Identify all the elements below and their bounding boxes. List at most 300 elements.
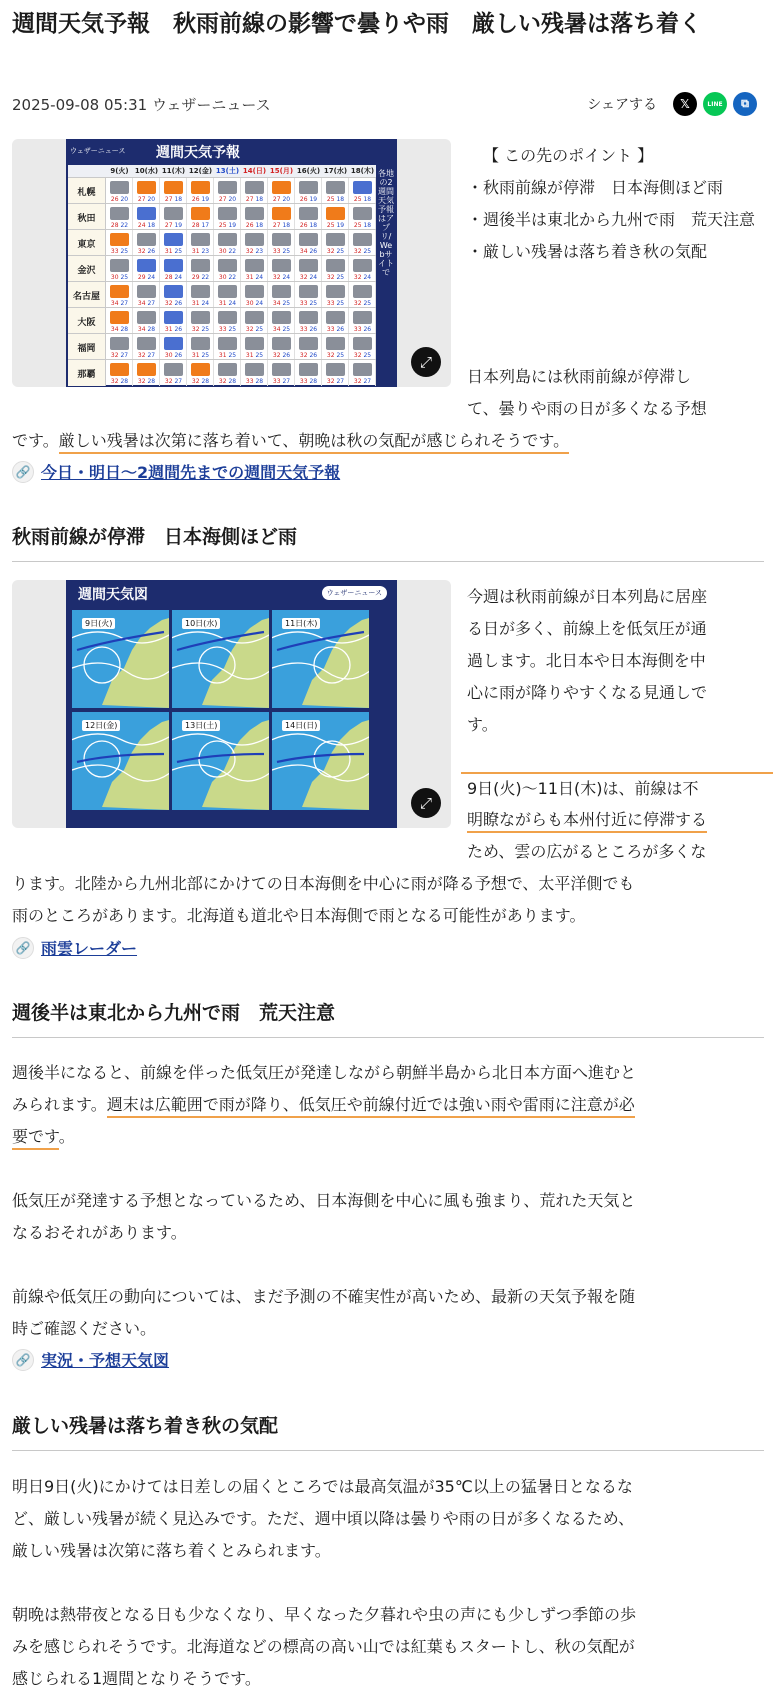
forecast-temp: 26 19 [299, 196, 318, 203]
forecast-temp: 32 25 [353, 300, 372, 307]
cloud-icon [110, 181, 129, 194]
weather-map-panel-label: 14日(日) [282, 720, 320, 731]
forecast-temp: 33 25 [299, 300, 318, 307]
forecast-city-name: 那覇 [68, 360, 106, 386]
cloud-icon [218, 181, 237, 194]
forecast-date: 15(月) [269, 167, 294, 175]
forecast-date-spacer [68, 165, 106, 177]
forecast-header [66, 139, 397, 166]
cloud-icon [191, 311, 210, 324]
cloud-icon [191, 337, 210, 350]
forecast-cell [106, 230, 133, 256]
forecast-temp: 26 18 [245, 222, 264, 229]
cloud-icon [326, 337, 345, 350]
forecast-temp: 32 25 [191, 326, 210, 333]
forecast-cell [160, 360, 187, 386]
cloud-icon [353, 207, 372, 220]
forecast-cell [106, 308, 133, 334]
cloud-icon [326, 259, 345, 272]
forecast-cell [349, 178, 376, 204]
forecast-temp: 33 26 [299, 326, 318, 333]
section2-heading: 週後半は東北から九州で雨 荒天注意 [12, 998, 764, 1038]
line-share-icon[interactable]: LINE [703, 92, 727, 116]
cloud-icon [218, 259, 237, 272]
forecast-temp: 30 26 [164, 352, 183, 359]
section2-p2-line-2: なるおそれがあります。 [12, 1223, 187, 1242]
weather-map-panel-label: 12日(金) [82, 720, 120, 731]
cloud-icon [110, 207, 129, 220]
forecast-cell [241, 282, 268, 308]
forecast-cell [241, 308, 268, 334]
weather-map-title: 週間天気図 [78, 587, 148, 603]
forecast-city-name: 福岡 [68, 334, 106, 360]
cloud-icon [110, 259, 129, 272]
forecast-temp: 31 25 [191, 352, 210, 359]
forecast-date: 10(水) [134, 167, 159, 175]
forecast-temp: 32 25 [353, 352, 372, 359]
forecast-temp: 32 26 [272, 352, 291, 359]
forecast-cell [214, 230, 241, 256]
cloud-icon [164, 207, 183, 220]
forecast-cell [214, 308, 241, 334]
cloud-icon [272, 363, 291, 376]
weather-map-panel-label: 11日(木) [282, 618, 320, 629]
cloud-icon [353, 233, 372, 246]
section1-line-10: 雨のところがあります。北海道も道北や日本海側で雨となる可能性があります。 [12, 906, 586, 925]
forecast-cell [268, 230, 295, 256]
forecast-cell [160, 178, 187, 204]
share-bar [587, 92, 757, 116]
cloud-icon [353, 311, 372, 324]
forecast-cell [133, 204, 160, 230]
forecast-date-row [68, 165, 376, 177]
forecast-temp: 34 25 [272, 300, 291, 307]
forecast-cell [214, 204, 241, 230]
cloud-icon [245, 181, 264, 194]
forecast-temp: 32 28 [218, 378, 237, 385]
forecast-temp: 33 25 [218, 326, 237, 333]
forecast-temp: 27 20 [137, 196, 156, 203]
cloud-icon [245, 285, 264, 298]
forecast-cell [133, 308, 160, 334]
weather-map-panel-label: 13日(土) [182, 720, 220, 731]
forecast-cell [160, 256, 187, 282]
forecast-cell [187, 256, 214, 282]
sun-icon [110, 233, 129, 246]
forecast-cell [241, 360, 268, 386]
forecast-cell [106, 204, 133, 230]
rain-icon [164, 259, 183, 272]
cloud-icon [299, 311, 318, 324]
forecast-cell [133, 360, 160, 386]
cloud-icon [137, 285, 156, 298]
forecast-city-name: 大阪 [68, 308, 106, 334]
forecast-cell [349, 360, 376, 386]
forecast-temp: 32 27 [164, 378, 183, 385]
forecast-temp: 25 18 [353, 196, 372, 203]
cloud-icon [191, 233, 210, 246]
forecast-cell [214, 360, 241, 386]
section2-p1-line-3: 要です。 [12, 1121, 75, 1153]
sun-icon [326, 207, 345, 220]
forecast-temp: 26 20 [110, 196, 129, 203]
forecast-cell [349, 308, 376, 334]
article-meta [12, 94, 271, 115]
cloud-icon [191, 285, 210, 298]
forecast-brand: ウェザーニュース [70, 147, 126, 155]
forecast-cell [187, 204, 214, 230]
cloud-icon [299, 259, 318, 272]
sun-icon [110, 285, 129, 298]
forecast-cell [268, 256, 295, 282]
sun-icon [137, 363, 156, 376]
rain-icon [137, 259, 156, 272]
weather-map-image[interactable] [12, 580, 451, 828]
cloud-icon [218, 207, 237, 220]
cloud-icon [272, 311, 291, 324]
link-icon: 🔗 [12, 1349, 34, 1371]
forecast-cell [106, 178, 133, 204]
forecast-city-row [68, 281, 376, 307]
radar-link[interactable] [12, 936, 137, 959]
forecast-cell [160, 334, 187, 360]
forecast-cell [106, 256, 133, 282]
forecast-temp: 31 24 [218, 300, 237, 307]
forecast-cell [133, 230, 160, 256]
forecast-date: 13(土) [215, 167, 240, 175]
section2-p1-line-2: みられます。週末は広範囲で雨が降り、低気圧や前線付近では強い雨や雷雨に注意が必 [12, 1089, 635, 1121]
forecast-cell [295, 178, 322, 204]
section1-line-2: る日が多く、前線上を低気圧が通 [467, 619, 707, 638]
article-datetime: 2025-09-08 05:31 [12, 96, 148, 114]
forecast-date: 11(木) [161, 167, 186, 175]
cloud-icon [137, 311, 156, 324]
cloud-icon [218, 337, 237, 350]
cloud-icon [326, 233, 345, 246]
weather-map-panel [72, 712, 169, 810]
forecast-temp: 32 25 [326, 248, 345, 255]
forecast-cell [160, 204, 187, 230]
forecast-city-row [68, 255, 376, 281]
forecast-cell [268, 204, 295, 230]
forecast-date: 17(水) [323, 167, 348, 175]
weather-map-header [66, 580, 397, 606]
rain-icon [164, 311, 183, 324]
forecast-temp: 32 23 [245, 248, 264, 255]
forecast-temp: 28 22 [110, 222, 129, 229]
rain-icon [164, 285, 183, 298]
forecast-cell [214, 282, 241, 308]
forecast-cell [106, 282, 133, 308]
intro-line-1: 日本列島には秋雨前線が停滞し [467, 367, 692, 386]
forecast-temp: 32 26 [137, 248, 156, 255]
forecast-city-row [68, 359, 376, 385]
forecast-cell [214, 334, 241, 360]
forecast-image[interactable] [12, 139, 451, 387]
forecast-cell [268, 308, 295, 334]
sun-icon [137, 181, 156, 194]
weather-map [66, 580, 397, 828]
x-share-icon[interactable]: 𝕏 [673, 92, 697, 116]
forecast-cell [241, 256, 268, 282]
expand-icon[interactable]: ⤢ [411, 347, 441, 377]
forecast-cell [160, 308, 187, 334]
forecast-temp: 27 19 [164, 222, 183, 229]
cloud-icon [326, 285, 345, 298]
forecast-cell [295, 282, 322, 308]
cloud-icon [272, 259, 291, 272]
section2-p2-line-1: 低気圧が発達する予想となっているため、日本海側を中心に風も強まり、荒れた天気と [12, 1191, 636, 1210]
forecast-cell [241, 178, 268, 204]
cloud-icon [326, 363, 345, 376]
forecast-city-name: 東京 [68, 230, 106, 256]
forecast-temp: 32 25 [353, 248, 372, 255]
sun-icon [191, 181, 210, 194]
forecast-temp: 30 24 [245, 300, 264, 307]
forecast-temp: 28 17 [191, 222, 210, 229]
forecast-temp: 29 22 [191, 274, 210, 281]
forecast-cell [295, 204, 322, 230]
forecast-date: 12(金) [188, 167, 213, 175]
forecast-city-row [68, 229, 376, 255]
sun-icon [272, 207, 291, 220]
forecast-temp: 27 18 [245, 196, 264, 203]
section1-heading: 秋雨前線が停滞 日本海側ほど雨 [12, 522, 764, 562]
cloud-icon [299, 285, 318, 298]
forecast-temp: 31 23 [191, 248, 210, 255]
forecast-cell [322, 360, 349, 386]
section1-line-8: ため、雲の広がるところが多くな [467, 842, 707, 861]
forecast-temp: 27 18 [272, 222, 291, 229]
forecast-temp: 32 26 [164, 300, 183, 307]
section3-p2-line-1: 朝晩は熱帯夜となる日も少なくなり、早くなった夕暮れや虫の声にも少しずつ季節の歩 [12, 1605, 637, 1624]
section3-p1-line-1: 明日9日(火)にかけては日差しの届くところでは最高気温が35℃以上の猛暑日となるな [12, 1477, 633, 1496]
forecast-cell [295, 308, 322, 334]
sun-icon [191, 363, 210, 376]
cloud-icon [299, 337, 318, 350]
forecast-cell [187, 230, 214, 256]
forecast-temp: 34 25 [272, 326, 291, 333]
forecast-cell [349, 204, 376, 230]
forecast-cell [133, 282, 160, 308]
cloud-icon [299, 363, 318, 376]
forecast-cell [106, 334, 133, 360]
intro-line-3 [12, 425, 569, 457]
forecast-temp: 25 19 [218, 222, 237, 229]
forecast-temp: 32 26 [299, 352, 318, 359]
cloud-icon [299, 181, 318, 194]
forecast-temp: 31 25 [245, 352, 264, 359]
forecast-temp: 30 22 [218, 274, 237, 281]
forecast-city-row [68, 333, 376, 359]
forecast-date: 16(火) [296, 167, 321, 175]
forecast-temp: 32 27 [353, 378, 372, 385]
forecast-date: 18(木) [350, 167, 375, 175]
forecast-temp: 33 28 [245, 378, 264, 385]
forecast-temp: 25 19 [326, 222, 345, 229]
weather-map-panel [172, 712, 269, 810]
section1-line-9: ります。北陸から九州北部にかけての日本海側を中心に雨が降る予想で、太平洋側でも [12, 874, 635, 893]
intro-plain-text: です。 [12, 431, 59, 450]
cloud-icon [272, 233, 291, 246]
sun-icon [164, 181, 183, 194]
weekly-forecast-link[interactable] [12, 460, 340, 483]
cloud-icon [353, 259, 372, 272]
forecast-cell [106, 360, 133, 386]
intro-line-2: て、曇りや雨の日が多くなる予想 [467, 399, 707, 418]
forecast-temp: 32 25 [245, 326, 264, 333]
forecast-temp: 32 27 [110, 352, 129, 359]
forecast-cell [322, 230, 349, 256]
cloud-icon [353, 285, 372, 298]
forecast-temp: 33 25 [326, 300, 345, 307]
cloud-icon [326, 181, 345, 194]
forecast-temp: 26 18 [299, 222, 318, 229]
forecast-grid [68, 165, 376, 385]
forecast-temp: 27 18 [164, 196, 183, 203]
forecast-temp: 32 28 [137, 378, 156, 385]
weather-chart-link[interactable] [12, 1348, 169, 1371]
forecast-cell [322, 256, 349, 282]
forecast-cell [241, 334, 268, 360]
forecast-title: 週間天気予報 [156, 145, 240, 161]
rain-icon [164, 233, 183, 246]
forecast-cell [268, 282, 295, 308]
forecast-city-row [68, 307, 376, 333]
forecast-cell [187, 178, 214, 204]
forecast-city-row [68, 203, 376, 229]
forecast-temp: 33 27 [272, 378, 291, 385]
forecast-temp: 34 27 [137, 300, 156, 307]
forecast-temp: 32 25 [326, 274, 345, 281]
sun-icon [191, 207, 210, 220]
expand-icon[interactable]: ⤢ [411, 788, 441, 818]
cloud-icon [218, 233, 237, 246]
forecast-cell [322, 204, 349, 230]
section3-p1-line-2: ど、厳しい残暑が続く見込みです。ただ、週中頃以降は曇りや雨の日が多くなるため、 [12, 1509, 635, 1528]
forecast-temp: 34 26 [299, 248, 318, 255]
forecast-temp: 31 25 [164, 248, 183, 255]
rain-icon [164, 337, 183, 350]
cloud-icon [245, 259, 264, 272]
weather-map-brand: ウェザーニュース [322, 586, 387, 600]
weather-map-panel [172, 610, 269, 708]
point-item-1: ・秋雨前線が停滞 日本海側ほど雨 [467, 178, 724, 197]
weather-map-panel [72, 610, 169, 708]
forecast-temp: 31 25 [218, 352, 237, 359]
forecast-cell [268, 334, 295, 360]
cloud-icon [164, 363, 183, 376]
forecast-city-name: 名古屋 [68, 282, 106, 308]
weather-chart-link-text[interactable]: 実況・予想天気図 [41, 1351, 170, 1370]
forecast-temp: 33 26 [353, 326, 372, 333]
weather-map-panel [272, 610, 369, 708]
forecast-date: 14(日) [242, 167, 267, 175]
forecast-cell [349, 334, 376, 360]
forecast-city-name: 秋田 [68, 204, 106, 230]
cloud-icon [218, 311, 237, 324]
forecast-temp: 34 28 [137, 326, 156, 333]
section2-p3-line-1: 前線や低気圧の動向については、まだ予測の不確実性が高いため、最新の天気予報を随 [12, 1287, 636, 1306]
link-icon: 🔗 [12, 461, 34, 483]
forecast-cell [295, 334, 322, 360]
forecast-temp: 32 24 [272, 274, 291, 281]
forecast-cell [322, 282, 349, 308]
forecast-temp: 25 18 [353, 222, 372, 229]
forecast-temp: 33 26 [326, 326, 345, 333]
point-heading: 【 この先のポイント 】 [483, 146, 654, 165]
forecast-temp: 33 25 [110, 248, 129, 255]
forecast-temp: 32 25 [326, 352, 345, 359]
forecast-city-row [68, 177, 376, 203]
weather-map-panel-label: 10日(水) [182, 618, 220, 629]
forecast-city-name: 札幌 [68, 178, 106, 204]
section2-p3-line-2: 時ご確認ください。 [12, 1319, 157, 1338]
forecast-cell [187, 308, 214, 334]
radar-link-text[interactable]: 雨雲レーダー [41, 939, 138, 958]
cloud-icon [245, 207, 264, 220]
forecast-temp: 31 24 [191, 300, 210, 307]
forecast-temp: 31 24 [245, 274, 264, 281]
point-box [467, 140, 767, 268]
forecast-cell [322, 334, 349, 360]
forecast-cell [214, 178, 241, 204]
cloud-icon [245, 233, 264, 246]
section1-line-5: す。 [467, 715, 498, 734]
forecast-temp: 33 25 [272, 248, 291, 255]
forecast-temp: 32 24 [299, 274, 318, 281]
section3-p2-line-2: みを感じられそうです。北海道などの標高の高い山では紅葉もスタートし、秋の気配が [12, 1637, 635, 1656]
forecast-temp: 32 27 [326, 378, 345, 385]
rain-icon [137, 207, 156, 220]
cloud-icon [218, 285, 237, 298]
sun-icon [272, 181, 291, 194]
link-icon: 🔗 [12, 937, 34, 959]
cloud-icon [137, 233, 156, 246]
sun-icon [110, 311, 129, 324]
cloud-icon [353, 337, 372, 350]
forecast-cell [268, 178, 295, 204]
cloud-icon [191, 259, 210, 272]
copy-link-icon[interactable]: ⧉ [733, 92, 757, 116]
forecast-cell [241, 204, 268, 230]
forecast-cell [214, 256, 241, 282]
cloud-icon [137, 337, 156, 350]
forecast-city-name: 金沢 [68, 256, 106, 282]
point-item-3: ・厳しい残暑は落ち着き秋の気配 [467, 242, 708, 261]
forecast-cell [349, 256, 376, 282]
forecast-cell [295, 256, 322, 282]
article-title: 週間天気予報 秋雨前線の影響で曇りや雨 厳しい残暑は落ち着く [12, 11, 702, 37]
forecast-temp: 26 19 [191, 196, 210, 203]
weekly-forecast-link-text[interactable]: 今日・明日〜2週間先までの週間天気予報 [41, 463, 341, 482]
forecast-temp: 34 27 [110, 300, 129, 307]
forecast-cell [322, 308, 349, 334]
article-source: ウェザーニュース [151, 96, 271, 114]
forecast-cell [133, 178, 160, 204]
rain-icon [353, 181, 372, 194]
forecast-cell [295, 230, 322, 256]
cloud-icon [218, 363, 237, 376]
cloud-icon [272, 285, 291, 298]
forecast-cell [322, 178, 349, 204]
weather-map-panel [272, 712, 369, 810]
forecast-date: 9(火) [110, 167, 129, 175]
forecast-cell [160, 282, 187, 308]
forecast-cell [349, 230, 376, 256]
forecast-temp: 27 20 [272, 196, 291, 203]
forecast-temp: 30 22 [218, 248, 237, 255]
